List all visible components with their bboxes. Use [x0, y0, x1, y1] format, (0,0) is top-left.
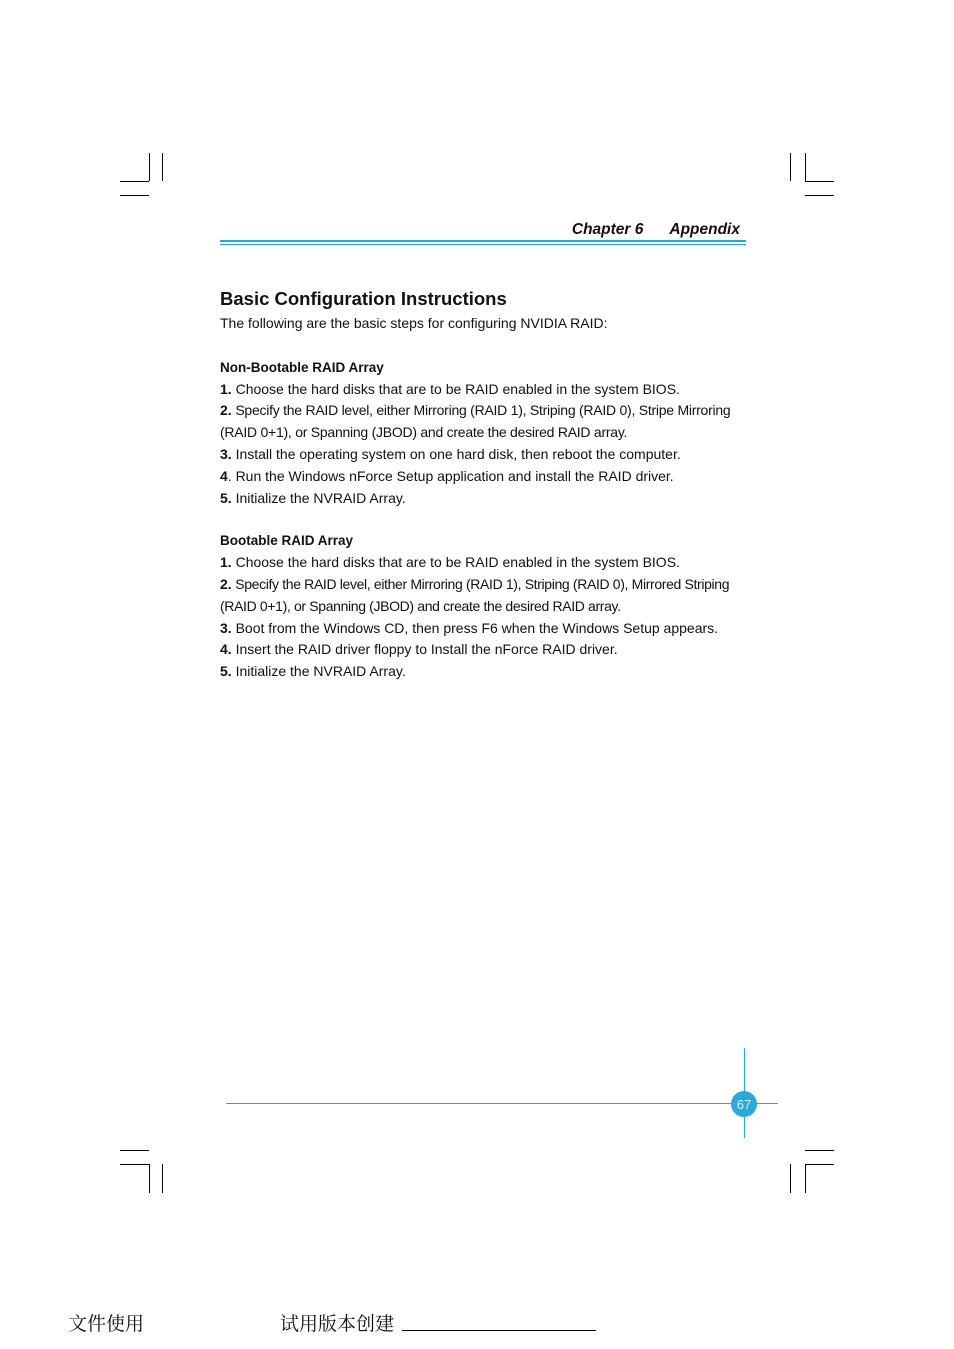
header-text [572, 221, 740, 239]
header-chapter: Chapter 6 [571, 221, 644, 238]
step-text: Boot from the Windows CD, then press F6 when the Windows Setup appears. [231, 619, 719, 636]
step-text: Specify the RAID level, either Mirroring (RAID 1), Striping (RAID 0), Mirrored Striping (RAID 0+1), or Spanning (JBOD) and create the desired RAID array. [220, 575, 730, 614]
list-item [220, 661, 760, 683]
step-text: Initialize the NVRAID Array. [231, 663, 406, 680]
page-number: 67 [736, 1097, 752, 1112]
step-text: Choose the hard disks that are to be RAID enabled in the system BIOS. [231, 554, 680, 571]
list-item [220, 552, 760, 574]
footer-rule [226, 1103, 778, 1104]
list-item [220, 379, 760, 401]
step-number: 5. [220, 663, 232, 680]
step-text: Install the operating system on one hard disk, then reboot the computer. [231, 445, 681, 462]
step-text: Insert the RAID driver floppy to Install the nForce RAID driver. [231, 641, 618, 658]
page-title: Basic Configuration Instructions [220, 288, 507, 309]
step-text: . Run the Windows nForce Setup application and install the RAID driver. [227, 467, 674, 484]
watermark-underline [402, 1330, 596, 1331]
step-number: 2. [220, 575, 232, 592]
header-section: Appendix [669, 221, 740, 238]
list-item [220, 444, 760, 466]
bootable-steps [220, 552, 760, 683]
list-item [220, 618, 760, 640]
list-item [220, 400, 742, 444]
step-number: 5. [220, 489, 232, 506]
list-item [220, 574, 742, 618]
list-item [220, 488, 760, 510]
step-number: 2. [220, 402, 232, 419]
step-text: Initialize the NVRAID Array. [231, 489, 406, 506]
section-heading-bootable: Bootable RAID Array [220, 533, 354, 549]
intro-text: The following are the basic steps for configuring NVIDIA RAID: [220, 315, 608, 331]
step-number: 4. [220, 641, 232, 658]
section-heading-non-bootable: Non-Bootable RAID Array [220, 359, 384, 375]
step-number: 1. [220, 554, 232, 571]
header-rule-thick [220, 240, 746, 242]
watermark-left: 文件使用 [68, 1313, 145, 1335]
header-rule-thin [220, 244, 746, 245]
step-number: 3. [220, 445, 232, 462]
step-number: 4 [220, 467, 228, 484]
list-item [220, 639, 760, 661]
step-text: Specify the RAID level, either Mirroring (RAID 1), Striping (RAID 0), Stripe Mirroring (RAID 0+1), or Spanning (JBOD) and create the desired RAID array. [220, 402, 731, 441]
main-content [220, 287, 760, 683]
step-text: Choose the hard disks that are to be RAID enabled in the system BIOS. [231, 380, 680, 397]
step-number: 1. [220, 380, 232, 397]
watermark-right: 试用版本创建 [280, 1313, 395, 1335]
step-number: 3. [220, 619, 232, 636]
list-item [220, 466, 760, 488]
non-bootable-steps [220, 379, 760, 510]
